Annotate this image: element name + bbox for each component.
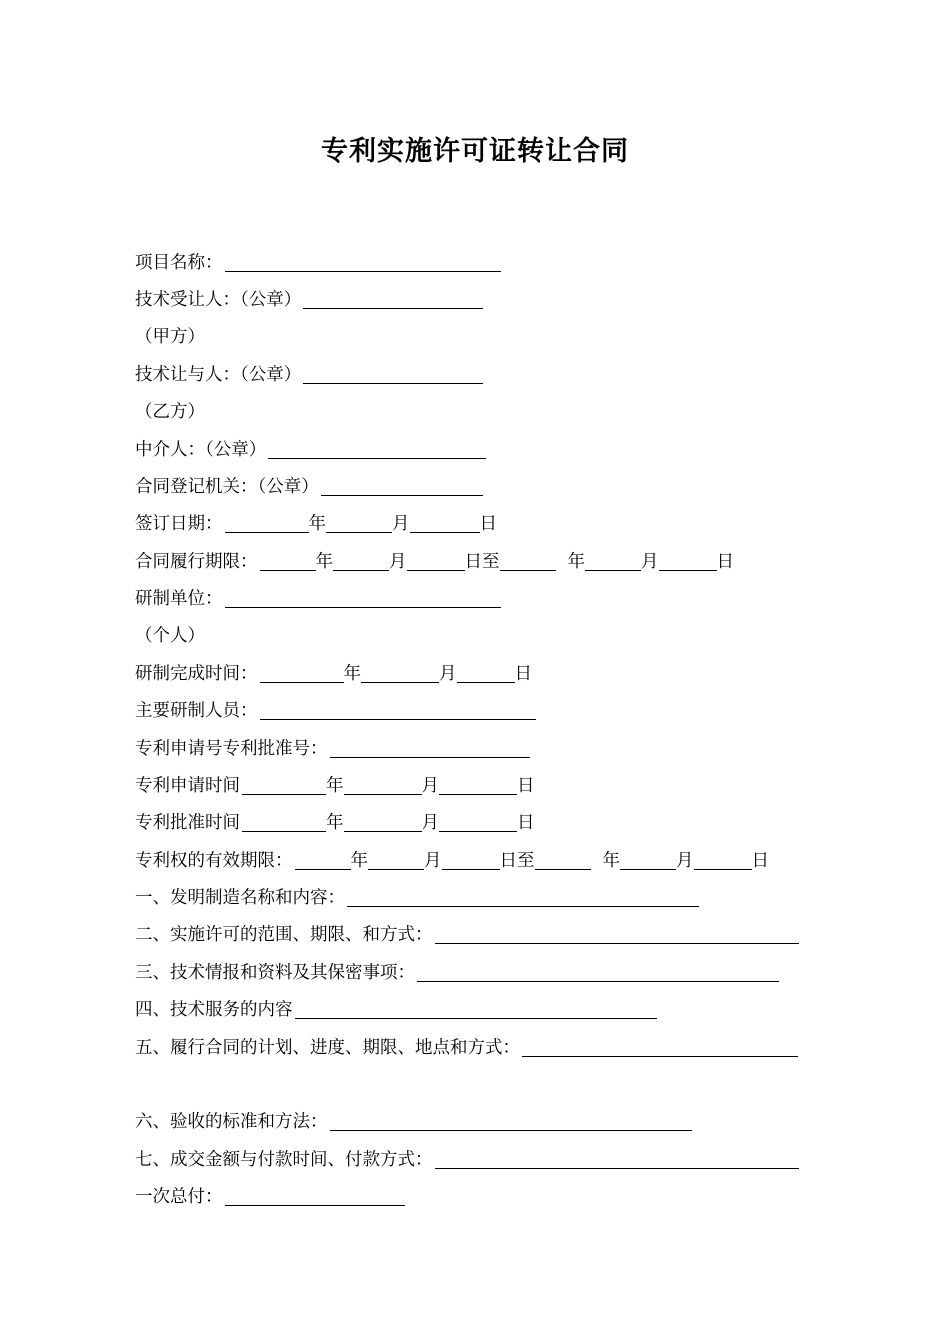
project-name-line: [135, 249, 501, 277]
section-6-label: 六、验收的标准和方法：: [135, 1112, 328, 1132]
performance-start-day-unit: 日至: [464, 552, 500, 572]
validity-end-year-blank[interactable]: [535, 849, 591, 870]
approval-year-unit: 年: [326, 813, 344, 833]
section-2-blank[interactable]: [435, 923, 799, 944]
performance-end-year-unit: 年: [567, 552, 585, 572]
approval-day-blank[interactable]: [439, 811, 517, 832]
developer-unit-blank[interactable]: [225, 587, 501, 608]
section-3-line: [135, 959, 779, 987]
validity-end-day-unit: 日: [751, 851, 769, 871]
section-6-blank[interactable]: [330, 1110, 692, 1131]
completion-day-blank[interactable]: [457, 662, 515, 683]
validity-end-day-blank[interactable]: [694, 849, 752, 870]
performance-start-month-blank[interactable]: [333, 550, 389, 571]
application-day-blank[interactable]: [439, 774, 517, 795]
approval-day-unit: 日: [517, 813, 535, 833]
patent-validity-line: [135, 847, 769, 875]
validity-start-month-unit: 月: [424, 851, 442, 871]
performance-end-year-blank[interactable]: [500, 550, 556, 571]
licensor-blank[interactable]: [303, 363, 483, 384]
performance-start-year-unit: 年: [315, 552, 333, 572]
performance-period-line: [135, 548, 734, 576]
main-developers-label: 主要研制人员：: [135, 701, 258, 721]
application-month-unit: 月: [421, 776, 439, 796]
performance-end-day-blank[interactable]: [659, 550, 717, 571]
section-1-line: [135, 884, 699, 912]
section-5-line: [135, 1034, 798, 1062]
section-7-blank[interactable]: [435, 1148, 799, 1169]
registration-authority-blank[interactable]: [321, 475, 483, 496]
intermediary-line: [135, 436, 486, 464]
application-day-unit: 日: [517, 776, 535, 796]
registration-authority-label: 合同登记机关：（公章）: [135, 477, 319, 497]
signing-date-line: [135, 510, 497, 538]
validity-start-day-blank[interactable]: [442, 849, 500, 870]
application-time-label: 专利申请时间: [135, 776, 240, 796]
section-3-label: 三、技术情报和资料及其保密事项：: [135, 963, 415, 983]
signing-year-unit: 年: [308, 514, 326, 534]
completion-year-unit: 年: [343, 664, 361, 684]
document-title: 专利实施许可证转让合同: [321, 136, 629, 167]
approval-month-blank[interactable]: [344, 811, 422, 832]
section-4-label: 四、技术服务的内容: [135, 1000, 293, 1020]
approval-time-label: 专利批准时间: [135, 813, 240, 833]
lump-sum-line: [135, 1183, 405, 1211]
application-month-blank[interactable]: [344, 774, 422, 795]
lump-sum-blank[interactable]: [225, 1185, 405, 1206]
licensee-label: 技术受让人：（公章）: [135, 290, 302, 310]
signing-day-unit: 日: [479, 514, 497, 534]
patent-number-label: 专利申请号专利批准号：: [135, 739, 328, 759]
section-6-line: [135, 1108, 692, 1136]
registration-authority-line: [135, 473, 483, 501]
section-4-blank[interactable]: [295, 998, 657, 1019]
intermediary-label: 中介人：（公章）: [135, 440, 267, 460]
individual-line: [135, 622, 205, 650]
performance-end-month-unit: 月: [641, 552, 659, 572]
party-a-label: （甲方）: [135, 327, 205, 347]
section-3-blank[interactable]: [417, 961, 779, 982]
licensor-line: [135, 361, 483, 389]
patent-number-blank[interactable]: [330, 737, 530, 758]
validity-start-month-blank[interactable]: [368, 849, 424, 870]
performance-period-label: 合同履行期限：: [135, 552, 258, 572]
developer-unit-line: [135, 585, 501, 613]
licensor-label: 技术让与人：（公章）: [135, 365, 302, 385]
section-7-label: 七、成交金额与付款时间、付款方式：: [135, 1150, 433, 1170]
completion-day-unit: 日: [514, 664, 532, 684]
main-developers-blank[interactable]: [260, 699, 536, 720]
approval-month-unit: 月: [421, 813, 439, 833]
completion-time-line: [135, 660, 532, 688]
section-2-line: [135, 921, 799, 949]
completion-month-unit: 月: [439, 664, 457, 684]
party-a-line: [135, 323, 205, 351]
completion-year-blank[interactable]: [260, 662, 344, 683]
main-developers-line: [135, 697, 536, 725]
licensee-blank[interactable]: [303, 288, 483, 309]
section-1-label: 一、发明制造名称和内容：: [135, 888, 345, 908]
performance-end-month-blank[interactable]: [585, 550, 641, 571]
approval-year-blank[interactable]: [242, 811, 326, 832]
approval-time-line: [135, 809, 535, 837]
section-5-label: 五、履行合同的计划、进度、期限、地点和方式：: [135, 1038, 520, 1058]
patent-validity-label: 专利权的有效期限：: [135, 851, 293, 871]
signing-month-unit: 月: [392, 514, 410, 534]
developer-unit-label: 研制单位：: [135, 589, 223, 609]
validity-start-year-unit: 年: [350, 851, 368, 871]
validity-start-day-unit: 日至: [499, 851, 535, 871]
lump-sum-label: 一次总付：: [135, 1187, 223, 1207]
signing-year-blank[interactable]: [225, 512, 309, 533]
party-b-line: [135, 398, 205, 426]
performance-start-month-unit: 月: [389, 552, 407, 572]
patent-number-line: [135, 735, 530, 763]
intermediary-blank[interactable]: [268, 438, 486, 459]
application-time-line: [135, 772, 535, 800]
signing-month-blank[interactable]: [326, 512, 392, 533]
validity-end-month-unit: 月: [676, 851, 694, 871]
completion-time-label: 研制完成时间：: [135, 664, 258, 684]
licensee-line: [135, 286, 483, 314]
application-year-blank[interactable]: [242, 774, 326, 795]
section-4-line: [135, 996, 657, 1024]
party-b-label: （乙方）: [135, 402, 205, 422]
individual-label: （个人）: [135, 626, 205, 646]
signing-day-blank[interactable]: [410, 512, 480, 533]
performance-end-day-unit: 日: [716, 552, 734, 572]
section-2-label: 二、实施许可的范围、期限、和方式：: [135, 925, 433, 945]
validity-end-month-blank[interactable]: [620, 849, 676, 870]
section-1-blank[interactable]: [347, 886, 699, 907]
validity-start-year-blank[interactable]: [295, 849, 351, 870]
completion-month-blank[interactable]: [361, 662, 439, 683]
project-name-blank[interactable]: [225, 251, 501, 272]
section-5-blank[interactable]: [522, 1036, 798, 1057]
application-year-unit: 年: [326, 776, 344, 796]
validity-end-year-unit: 年: [602, 851, 620, 871]
signing-date-label: 签订日期：: [135, 514, 223, 534]
project-name-label: 项目名称：: [135, 253, 223, 273]
performance-start-year-blank[interactable]: [260, 550, 316, 571]
section-7-line: [135, 1146, 799, 1174]
performance-start-day-blank[interactable]: [407, 550, 465, 571]
